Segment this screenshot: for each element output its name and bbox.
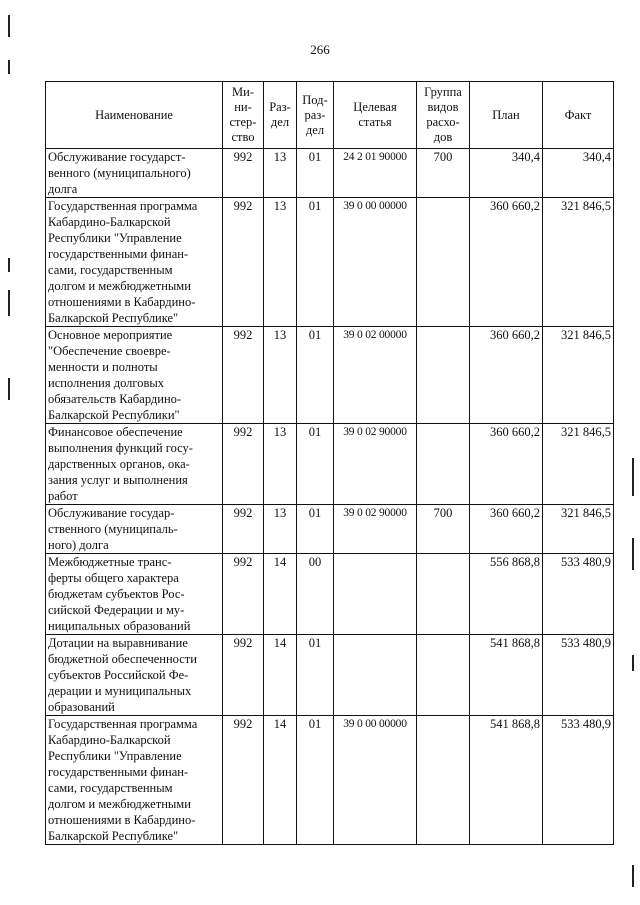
cell-fact: 321 846,5 — [543, 424, 614, 505]
cell-subsection: 01 — [297, 635, 334, 716]
cell-section: 14 — [264, 554, 297, 635]
header-name: Наименование — [46, 82, 223, 149]
table-row — [46, 424, 614, 505]
cell-fact: 533 480,9 — [543, 635, 614, 716]
table-header-row — [46, 82, 614, 149]
cell-target: 24 2 01 90000 — [334, 149, 417, 198]
cell-ministry: 992 — [223, 149, 264, 198]
cell-plan: 541 868,8 — [470, 716, 543, 845]
scan-mark-right-4 — [632, 865, 634, 887]
cell-subsection: 01 — [297, 505, 334, 554]
cell-ministry: 992 — [223, 198, 264, 327]
cell-name: Государственная программа Кабардино-Балкарской Республики "Управление государственными финан- сами, государственным долгом и межбюджетными отношениями в Кабардино- Балкарской Республике" — [46, 198, 223, 327]
budget-table — [45, 81, 614, 845]
cell-subsection: 01 — [297, 327, 334, 424]
header-plan: План — [470, 82, 543, 149]
cell-name: Дотации на выравнивание бюджетной обеспеченности субъектов Российской Фе- дерации и муниципальных образований — [46, 635, 223, 716]
cell-section: 13 — [264, 327, 297, 424]
cell-ministry: 992 — [223, 424, 264, 505]
cell-plan: 360 660,2 — [470, 198, 543, 327]
header-ministry: Ми- ни- стер- ство — [223, 82, 264, 149]
cell-target — [334, 635, 417, 716]
cell-ministry: 992 — [223, 327, 264, 424]
cell-plan: 541 868,8 — [470, 635, 543, 716]
cell-fact: 533 480,9 — [543, 554, 614, 635]
cell-target: 39 0 00 00000 — [334, 716, 417, 845]
cell-name: Государственная программа Кабардино-Балкарской Республики "Управление государственными финан- сами, государственным долгом и межбюджетными отношениями в Кабардино- Балкарской Республике" — [46, 716, 223, 845]
cell-section: 13 — [264, 424, 297, 505]
scan-mark-left-4 — [8, 290, 10, 316]
cell-subsection: 00 — [297, 554, 334, 635]
cell-plan: 340,4 — [470, 149, 543, 198]
cell-ministry: 992 — [223, 554, 264, 635]
cell-fact: 340,4 — [543, 149, 614, 198]
cell-plan: 360 660,2 — [470, 327, 543, 424]
scan-mark-left-3 — [8, 258, 10, 272]
cell-plan: 360 660,2 — [470, 505, 543, 554]
cell-section: 14 — [264, 635, 297, 716]
cell-section: 14 — [264, 716, 297, 845]
scan-mark-right-1 — [632, 458, 634, 496]
cell-group — [417, 424, 470, 505]
scan-mark-right-3 — [632, 655, 634, 671]
cell-subsection: 01 — [297, 424, 334, 505]
cell-section: 13 — [264, 198, 297, 327]
cell-target: 39 0 02 90000 — [334, 424, 417, 505]
cell-fact: 533 480,9 — [543, 716, 614, 845]
scan-mark-left-2 — [8, 60, 10, 74]
cell-group — [417, 716, 470, 845]
cell-fact: 321 846,5 — [543, 327, 614, 424]
cell-fact: 321 846,5 — [543, 198, 614, 327]
cell-target: 39 0 00 00000 — [334, 198, 417, 327]
scan-mark-left-1 — [8, 15, 10, 37]
header-subsection: Под- раз- дел — [297, 82, 334, 149]
cell-subsection: 01 — [297, 149, 334, 198]
cell-group — [417, 327, 470, 424]
cell-target: 39 0 02 00000 — [334, 327, 417, 424]
cell-section: 13 — [264, 505, 297, 554]
cell-subsection: 01 — [297, 198, 334, 327]
cell-plan: 360 660,2 — [470, 424, 543, 505]
cell-group — [417, 635, 470, 716]
cell-group: 700 — [417, 505, 470, 554]
header-fact: Факт — [543, 82, 614, 149]
header-section: Раз- дел — [264, 82, 297, 149]
table-row — [46, 198, 614, 327]
cell-fact: 321 846,5 — [543, 505, 614, 554]
header-group: Группа видов расхо- дов — [417, 82, 470, 149]
table-row — [46, 327, 614, 424]
cell-group: 700 — [417, 149, 470, 198]
scan-mark-left-5 — [8, 378, 10, 400]
table-row — [46, 716, 614, 845]
cell-ministry: 992 — [223, 635, 264, 716]
page-number: 266 — [310, 42, 330, 57]
cell-subsection: 01 — [297, 716, 334, 845]
table-row — [46, 554, 614, 635]
cell-name: Основное мероприятие "Обеспечение своевре- менности и полноты исполнения долговых обязательств Кабардино- Балкарской Республики" — [46, 327, 223, 424]
cell-plan: 556 868,8 — [470, 554, 543, 635]
cell-section: 13 — [264, 149, 297, 198]
cell-group — [417, 554, 470, 635]
cell-target — [334, 554, 417, 635]
table-row — [46, 635, 614, 716]
scan-mark-right-2 — [632, 538, 634, 570]
cell-group — [417, 198, 470, 327]
cell-name: Межбюджетные транс- ферты общего характера бюджетам субъектов Рос- сийской Федерации и му- ниципальных образований — [46, 554, 223, 635]
cell-target: 39 0 02 90000 — [334, 505, 417, 554]
header-target: Целевая статья — [334, 82, 417, 149]
cell-ministry: 992 — [223, 716, 264, 845]
cell-name: Обслуживание государст- венного (муниципального) долга — [46, 149, 223, 198]
table-row — [46, 149, 614, 198]
cell-name: Обслуживание государ- ственного (муниципаль- ного) долга — [46, 505, 223, 554]
table-row — [46, 505, 614, 554]
cell-ministry: 992 — [223, 505, 264, 554]
cell-name: Финансовое обеспечение выполнения функций госу- дарственных органов, ока- зания услуг и выполнения работ — [46, 424, 223, 505]
